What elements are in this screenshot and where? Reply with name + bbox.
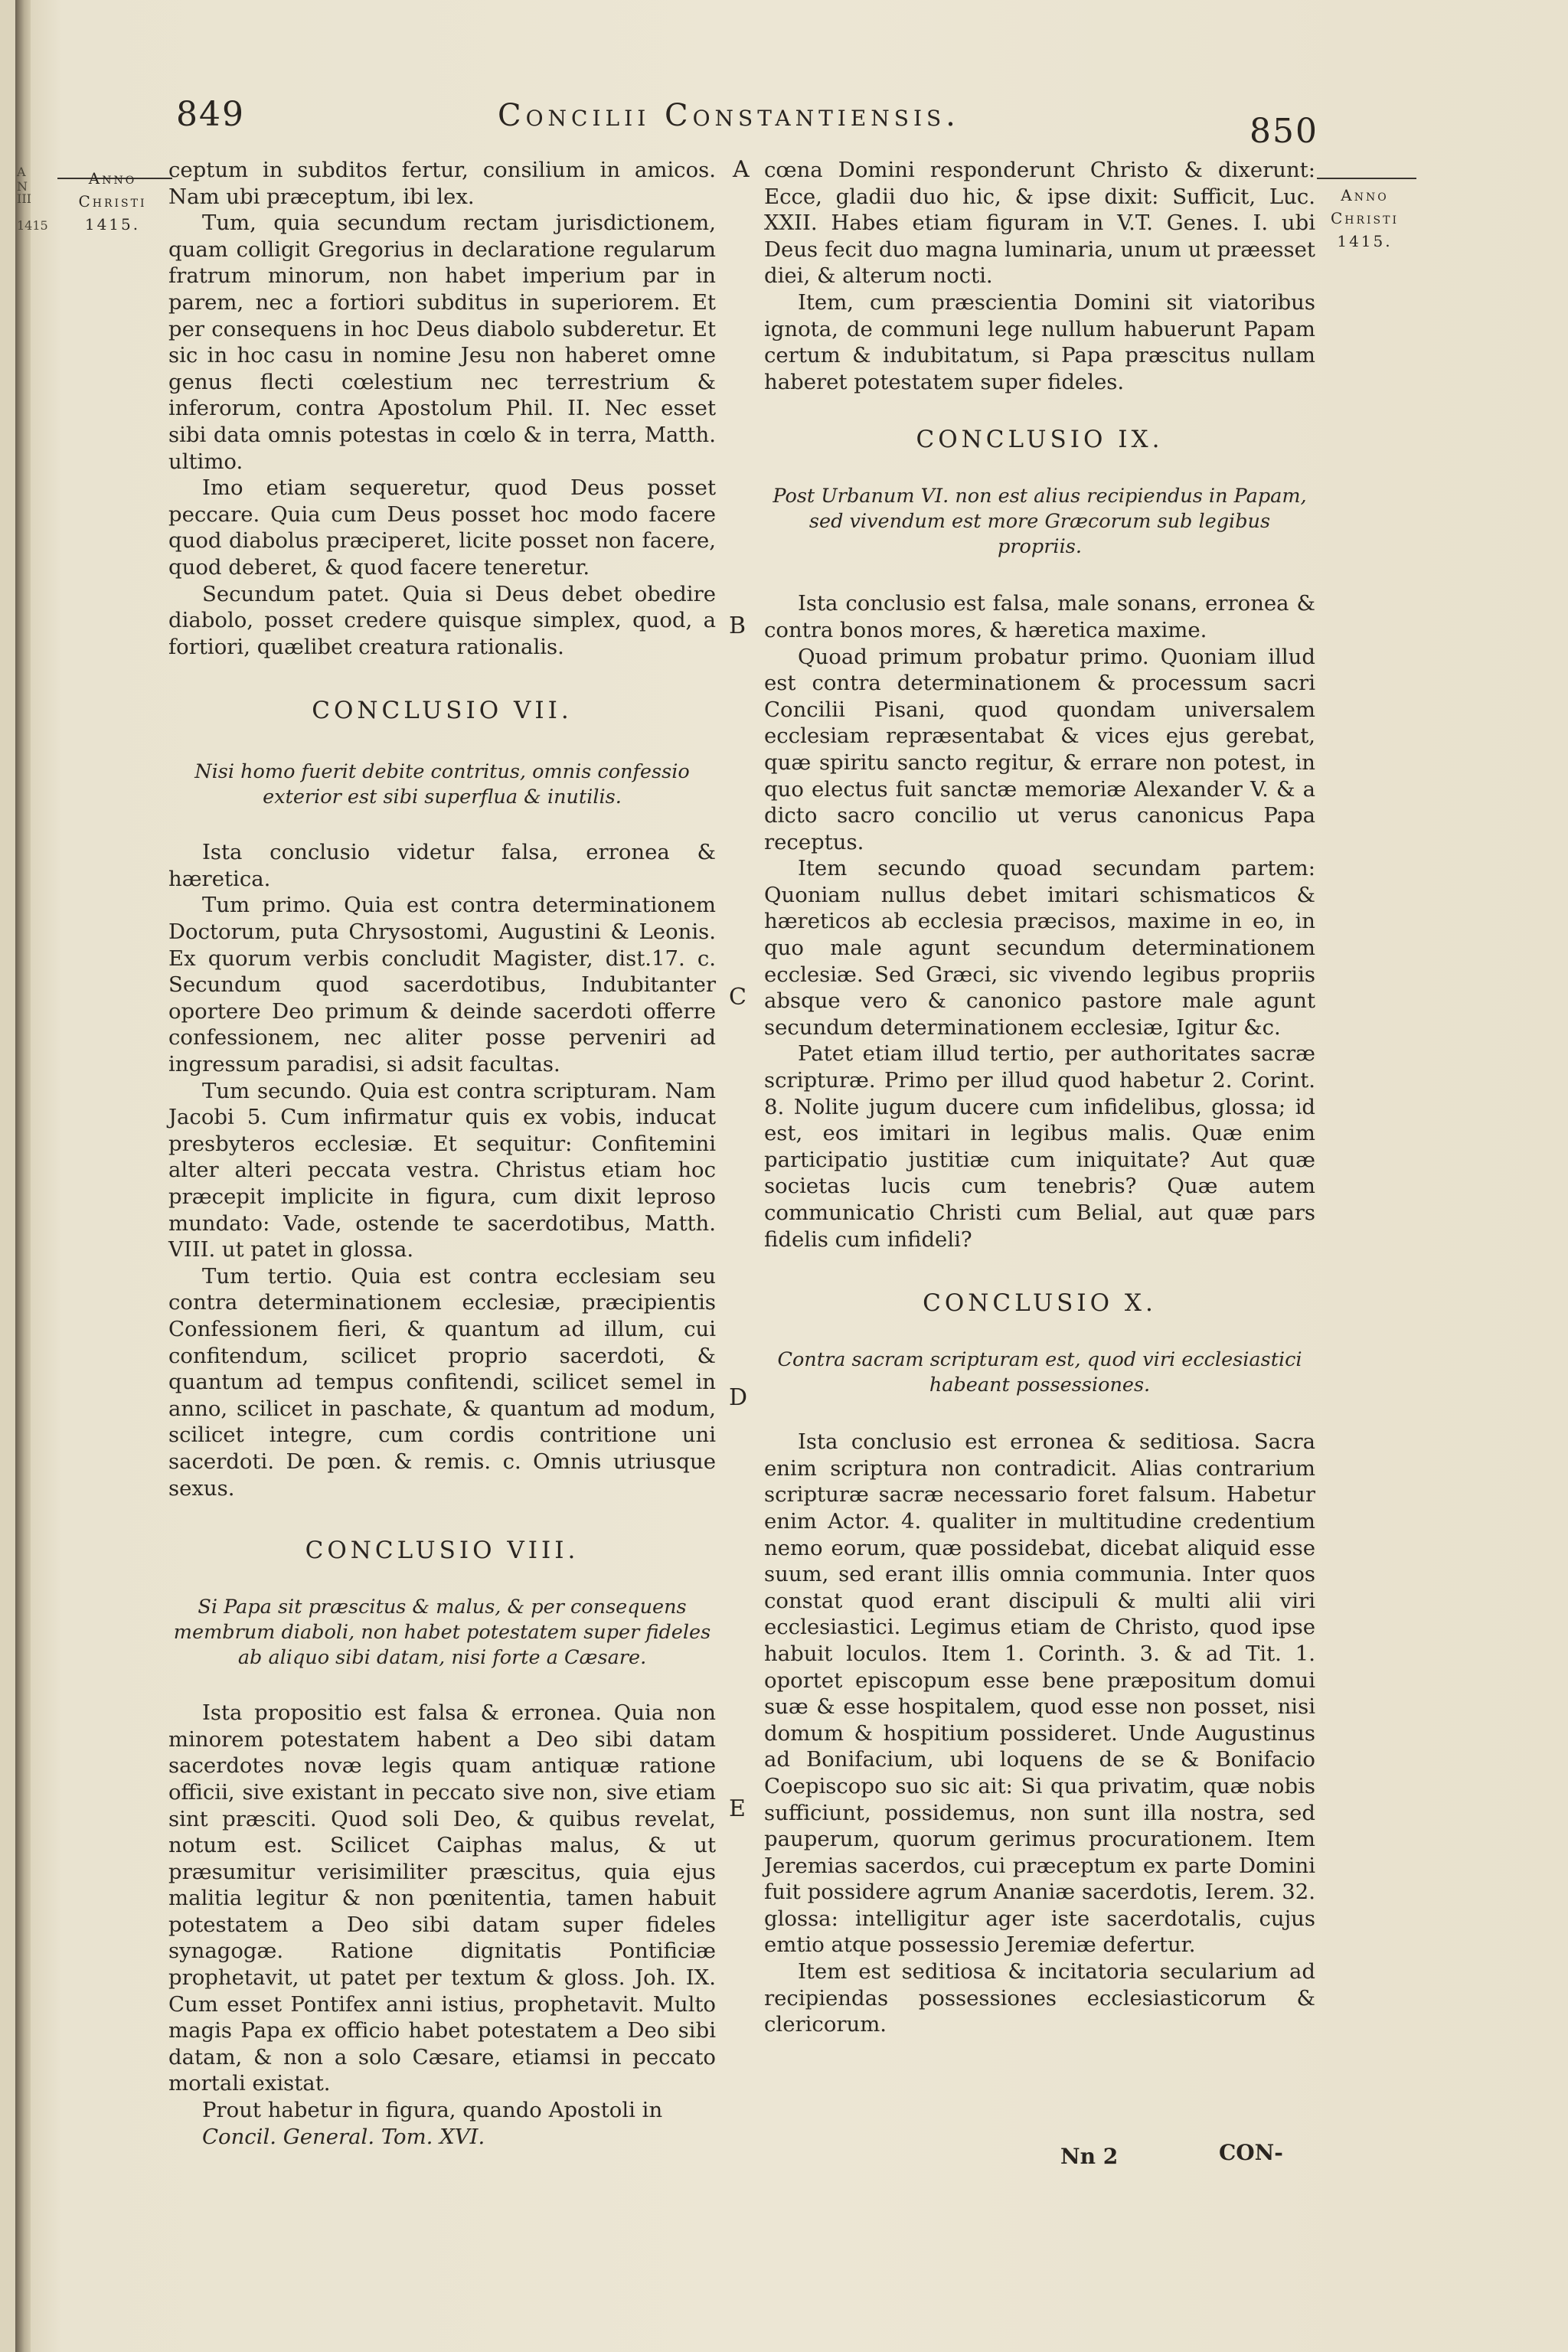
paragraph: Tum tertio. Quia est contra ecclesiam seu contra determinationem ecclesiæ, præcipientis Confessionem fieri, & quantum ad illum, cui confitendum, scilicet proprio sacerdoti, & quantum ad tempus confitendi, scilicet semel in anno, scilicet in paschate, & quantum ad modum, scilicet integre, cum cordis contritione uni sacerdoti. De pœn. & remis. c. Omnis utriusque sexus.: [168, 1263, 716, 1501]
paragraph: Item est seditiosa & incitatoria secularium ad recipiendas possessiones ecclesiasticorum & clericorum.: [764, 1959, 1315, 2037]
paragraph: Ista conclusio videtur falsa, erronea & hæretica.: [168, 840, 716, 891]
margin-note-line: Anno: [88, 169, 137, 188]
paragraph: Tum primo. Quia est contra determinationem Doctorum, puta Chrysostomi, Augustini & Leonis. Ex quorum verbis concludit Magister, dist.17. c. Secundum quod sacerdotibus, Indubitanter oportere Deo primum & deinde sacerdoti offerre confessionem, nec aliter posse perveniri ad ingressum paradisi, si adsit facultas.: [168, 893, 716, 1077]
paragraph: Secundum patet. Quia si Deus debet obedire diabolo, posset credere quisque simplex, quod, a fortiori, quælibet creatura rationalis.: [168, 581, 716, 659]
paragraph: Item secundo quoad secundam partem: Quoniam nullus debet imitari schismaticos & hæreticos ab ecclesia præcisos, maxime in eo, in quo male agunt secundum determinationem ecclesiæ. Sed Græci, sic vivendo legibus propriis absque vero & canonico pastore male agunt secundum determinationem ecclesiæ, Igitur &c.: [764, 856, 1315, 1040]
catchword: CON-: [1219, 2140, 1283, 2165]
margin-note-line: 1415.: [84, 215, 141, 234]
conclusion-lead: Nisi homo fuerit debite contritus, omnis confessio exterior est sibi superflua & inutilis.: [194, 760, 690, 809]
conclusion-lead: Si Papa sit præscitus & malus, & per consequens membrum diaboli, non habet potestatem super fideles ab aliquo sibi datam, nisi forte a Cæsare.: [173, 1596, 711, 1670]
margin-note-line: Christi: [1330, 209, 1400, 227]
paragraph: Ista propositio est falsa & erronea. Quia non minorem potestatem habent a Deo sibi datam sacerdotes novæ legis quam antiquæ ratione officii, sive existant in peccato sive non, sive etiam sint præsciti. Quod soli Deo, & quibus revelat, notum est. Scilicet Caiphas malus, & ut præsumitur verisimiliter præscitus, quia ejus malitia legitur & non pœnitentia, tamen habuit potestatem a Deo sibi datam super fideles synagogæ. Ratione dignitatis Pontificiæ prophetavit, ut patet per textum & gloss. Joh. IX. Cum esset Pontifex anni istius, prophetavit. Multo magis Papa ex officio habet potestatem a Deo sibi datam, & non a solo Cæsare, etiamsi in peccato mortali existat.: [168, 1700, 716, 2096]
conclusion-heading: CONCLUSIO VIII.: [305, 1537, 580, 1565]
volume-signature: Concil. General. Tom. XVI.: [202, 2124, 485, 2149]
conclusion-heading: CONCLUSIO X.: [923, 1289, 1157, 1318]
paragraph: Ista conclusio est erronea & seditiosa. Sacra enim scriptura non contradicit. Alias contrarium scripturæ sacræ necessario foret falsum. Habetur enim Actor. 4. qualiter in multitudine credentium nemo eorum, quæ possidebat, dicebat aliquid esse suum, sed erant illis omnia communia. Inter quos constat quod erant discipuli & multi alii viri ecclesiastici. Legimus etiam de Christo, quod ipse habuit loculos. Item 1. Corinth. 3. & ad Tit. 1. oportet episcopum esse bene præpositum domui suæ & esse hospitalem, quod esse non posset, nisi domum & hospitium possideret. Unde Augustinus ad Bonifacium, ubi loquens de se & Bonifacio Coepiscopo suo sic ait: Si qua privatim, quæ nobis sufficiunt, possidemus, non sunt illa nostra, sed pauperum, quorum gerimus procurationem. Item Jeremias sacerdos, cui præceptum ex parte Domini fuit possidere agrum Ananiæ sacerdotis, Ierem. 32. glossa: intelligitur ager iste sacerdotalis, cujus emtio atque possessio Jeremiæ defertur.: [764, 1429, 1315, 1958]
conclusion-heading: CONCLUSIO VII.: [312, 697, 573, 725]
left-column: [168, 157, 716, 2150]
paragraph: Ista conclusio est falsa, male sonans, erronea & contra bonos mores, & hæretica maxime.: [764, 591, 1315, 642]
section-letter-d: D: [729, 1384, 748, 1411]
conclusion-lead: Contra sacram scripturam est, quod viri ecclesiastici habeant possessiones.: [777, 1348, 1302, 1397]
book-page: [15, 0, 1568, 2352]
conclusion-lead: Post Urbanum VI. non est alius recipiendus in Papam, sed vivendum est more Græcorum sub legibus propriis.: [773, 485, 1307, 559]
binding-fragment: 1415: [17, 218, 48, 233]
section-letter-e: E: [729, 1795, 746, 1822]
margin-note-line: Christi: [78, 192, 147, 211]
right-column: [764, 157, 1315, 2038]
running-title: Concilii Constantiensis.: [498, 98, 960, 133]
margin-note-right: [1309, 184, 1420, 253]
signature-mark: Nn 2: [1060, 2144, 1119, 2169]
paragraph: Imo etiam sequeretur, quod Deus posset peccare. Quia cum Deus posset hoc modo facere quod diabolus præciperet, licite posset non facere, quod deberet, & quod facere teneretur.: [168, 475, 716, 580]
paragraph: Patet etiam illud tertio, per authoritates sacræ scripturæ. Primo per illud quod habetur 2. Corint. 8. Nolite jugum ducere cum infidelibus, glossa; id est, eos imitari in legibus malis. Quæ enim participatio justitiæ cum iniquitate? Aut quæ societas lucis cum tenebris? Quæ autem communicatio Christi cum Belial, aut quæ pars fidelis cum infideli?: [764, 1041, 1315, 1252]
binding-fragment: III: [17, 191, 31, 206]
right-margin-rule: [1317, 178, 1416, 179]
paragraph: Tum secundo. Quia est contra scripturam. Nam Jacobi 5. Cum infirmatur quis ex vobis, inducat presbyteros ecclesiæ. Et sequitur: Confitemini alter alteri peccata vestra. Christus etiam hoc præcepit implicite in figura, cum dixit leproso mundato: Vade, ostende te sacerdotibus, Matth. VIII. ut patet in glossa.: [168, 1078, 716, 1263]
binding-gutter: [15, 0, 48, 2352]
right-page-number: 850: [1250, 112, 1318, 151]
left-page-number: 849: [176, 95, 245, 134]
paragraph: Prout habetur in figura, quando Apostoli in: [202, 2098, 663, 2123]
paragraph: Item, cum præscientia Domini sit viatoribus ignota, de communi lege nullum habuerunt Papam certum & indubitatum, si Papa præscitus nullam haberet potestatem super fideles.: [764, 289, 1315, 394]
binding-fragment: A N: [17, 165, 28, 194]
margin-note-left: [55, 167, 170, 236]
section-letter-b: B: [729, 612, 746, 639]
paragraph: Quoad primum probatur primo. Quoniam illud est contra determinationem & processum sacri Concilii Pisani, quod quondam universalem ecclesiam repræsentabat & vices ejus gerebat, quæ spiritu sancto regitur, & errare non potest, in quo electus fuit sanctæ memoriæ Alexander V. & a dicto sacro concilio ut verus canonicus Papa receptus.: [764, 644, 1315, 854]
section-letter-a: A: [733, 156, 750, 183]
paragraph: ceptum in subditos fertur, consilium in amicos. Nam ubi præceptum, ibi lex.: [168, 158, 716, 209]
paragraph: cœna Domini responderunt Christo & dixerunt: Ecce, gladii duo hic, & ipse dixit: Sufficit, Luc. XXII. Habes etiam figuram in V.T. Genes. I. ubi Deus fecit duo magna luminaria, unum ut præesset diei, & alterum nocti.: [764, 158, 1315, 289]
margin-note-line: 1415.: [1337, 232, 1393, 250]
conclusion-heading: CONCLUSIO IX.: [916, 426, 1164, 454]
paragraph: Tum, quia secundum rectam jurisdictionem, quam colligit Gregorius in declaratione regularum fratrum minorum, non habet imperium par in parem, nec a fortiori subditus in superiorem. Et per consequens in hoc Deus diabolo subderetur. Et sic in hoc casu in nomine Jesu non haberet omne genus flecti cœlestium nec terrestrium & inferorum, contra Apostolum Phil. II. Nec esset sibi data omnis potestas in cœlo & in terra, Matth. ultimo.: [168, 211, 716, 474]
section-letter-c: C: [729, 984, 746, 1011]
margin-note-line: Anno: [1341, 186, 1389, 204]
